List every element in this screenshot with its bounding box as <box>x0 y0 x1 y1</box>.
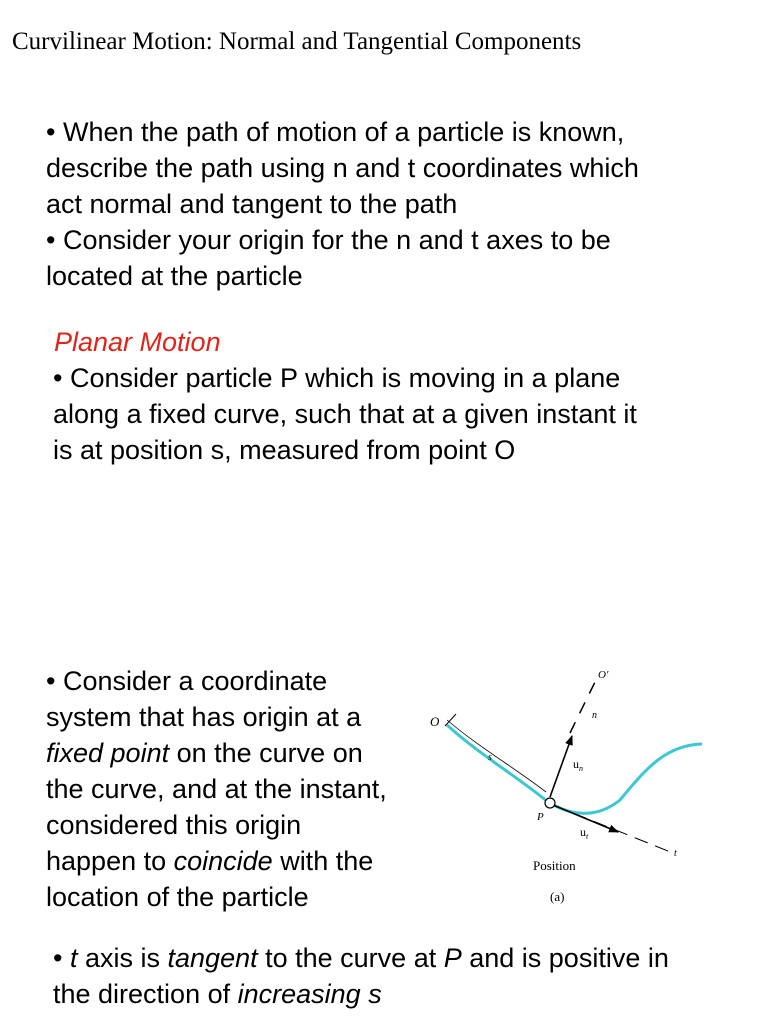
intro-line: act normal and tangent to the path <box>46 189 458 219</box>
intro-line: describe the path using n and t coordinates which <box>46 153 639 183</box>
fixed-point-emphasis: fixed point <box>46 738 170 768</box>
t-axis-bullet: • <box>53 943 70 973</box>
coordinate-paragraph <box>46 663 436 915</box>
particle-p-marker <box>545 798 555 808</box>
label-n: n <box>592 710 597 721</box>
p-symbol: P <box>443 943 462 973</box>
slide-title: Curvilinear Motion: Normal and Tangential Components <box>12 28 582 55</box>
label-un <box>573 757 583 773</box>
intro-line: • When the path of motion of a particle is known, <box>46 117 625 147</box>
t-axis-text: the direction of <box>53 979 238 1009</box>
label-p: P <box>537 811 544 823</box>
label-ut <box>580 825 589 841</box>
label-o-prime: O′ <box>598 669 609 681</box>
figure-caption: Position <box>533 858 576 873</box>
t-axis-line-1 <box>53 940 763 976</box>
t-axis-text: and is positive in <box>461 943 669 973</box>
increasing-s-emphasis: increasing s <box>237 979 382 1009</box>
coincide-emphasis: coincide <box>173 846 273 876</box>
figure-sub-caption: (a) <box>550 889 565 904</box>
coordinate-line <box>46 843 436 879</box>
coordinate-line: the curve, and at the instant, <box>46 774 387 804</box>
s-arc-line <box>447 720 546 792</box>
origin-tick-mark <box>445 714 456 726</box>
intro-paragraph <box>46 114 736 294</box>
intro-line: located at the particle <box>46 261 303 291</box>
label-s: s <box>488 752 492 763</box>
coordinate-line <box>46 735 436 771</box>
t-axis-paragraph <box>53 940 763 1012</box>
coordinate-text: on the curve on <box>169 738 363 768</box>
coordinate-line: • Consider a coordinate <box>46 666 328 696</box>
label-un-u: u <box>573 757 579 771</box>
t-axis-text: to the curve at <box>257 943 444 973</box>
label-ut-u: u <box>580 825 586 839</box>
intro-line: • Consider your origin for the n and t axes to be <box>46 225 611 255</box>
planar-line: • Consider particle P which is moving in a plane <box>53 363 621 393</box>
label-un-subscript: n <box>579 764 583 773</box>
planar-motion-heading: Planar Motion <box>54 327 221 357</box>
planar-paragraph <box>53 360 753 468</box>
planar-line: is at position s, measured from point O <box>53 435 516 465</box>
t-axis-line-2 <box>53 976 763 1012</box>
coordinate-text: with the <box>272 846 374 876</box>
tangent-emphasis: tangent <box>167 943 258 973</box>
coordinate-line: considered this origin <box>46 810 302 840</box>
nt-coordinate-figure <box>420 660 720 920</box>
t-symbol: t <box>69 943 78 973</box>
coordinate-line: system that has origin at a <box>46 702 362 732</box>
label-t: t <box>674 848 677 859</box>
label-ut-subscript: t <box>586 832 589 841</box>
un-arrow <box>550 736 572 797</box>
coordinate-line: location of the particle <box>46 882 309 912</box>
label-o: O <box>430 714 440 729</box>
planar-line: along a fixed curve, such that at a given instant it <box>53 399 637 429</box>
t-axis-text: axis is <box>77 943 168 973</box>
coordinate-text: happen to <box>46 846 174 876</box>
n-axis-line <box>570 680 596 733</box>
